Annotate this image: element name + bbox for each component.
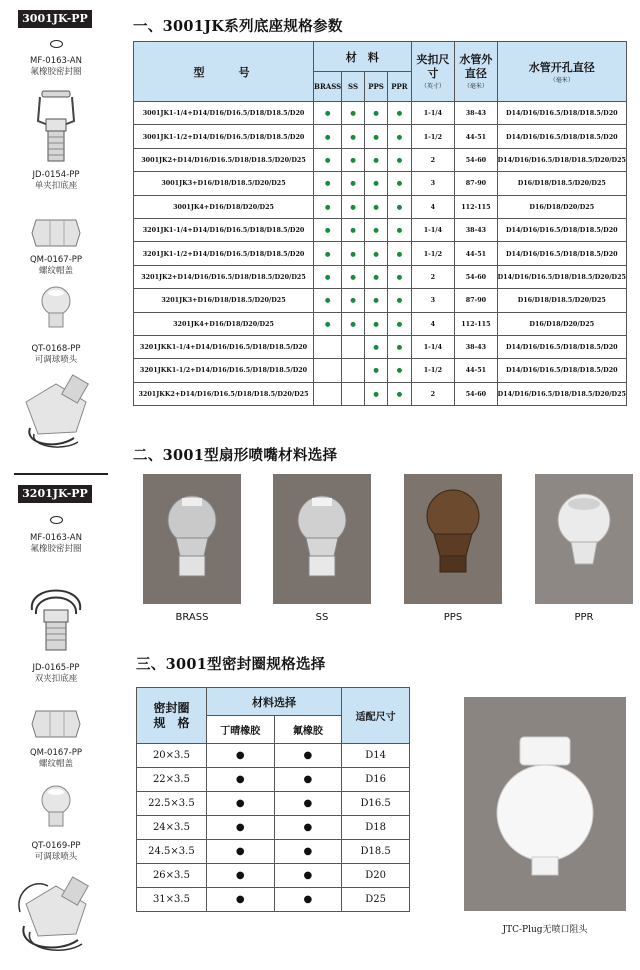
- cell-clamp: 1-1/2: [411, 242, 455, 265]
- cell-model: 3201JK3+D16/D18/D18.5/D20/D25: [134, 289, 314, 312]
- cell-brass: [314, 359, 342, 382]
- cell-spec: 24.5×3.5: [137, 840, 207, 864]
- cell-pipe: 87-90: [455, 289, 497, 312]
- photo-label-brass: BRASS: [175, 612, 209, 623]
- cell-hole: D16/D18/D18.5/D20/D25: [497, 289, 626, 312]
- cell-ppr: ●: [388, 242, 411, 265]
- cell-fkm: ●: [274, 864, 342, 888]
- cell-ppr: ●: [388, 265, 411, 288]
- double-clamp-base-icon: [28, 580, 84, 656]
- cell-fit: D16: [342, 768, 410, 792]
- cell-model: 3201JKK2+D14/D16/D16.5/D18/D18.5/D20/D25: [134, 382, 314, 405]
- cell-nbr: ●: [206, 816, 274, 840]
- cell-clamp: 1-1/4: [411, 335, 455, 358]
- header-hole-label: 水管开孔直径: [528, 61, 595, 74]
- table-row: [134, 312, 627, 335]
- header-clamp-label: 夹扣尺寸: [416, 53, 450, 80]
- table-row: [137, 816, 410, 840]
- part-code: MF-0163-AN: [30, 56, 82, 66]
- cell-pipe: 54-60: [455, 148, 497, 171]
- cell-ss: ●: [342, 218, 365, 241]
- brass-nozzle-icon: [143, 474, 241, 604]
- plug-label: JTC-Plug无喷口阻头: [502, 925, 588, 935]
- header-brass: BRASS: [314, 72, 342, 102]
- photo-label-ppr: PPR: [574, 612, 594, 623]
- cell-model: 3201JK1-1/4+D14/D16/D16.5/D18/D18.5/D20: [134, 218, 314, 241]
- cell-brass: ●: [314, 265, 342, 288]
- cell-ss: ●: [342, 172, 365, 195]
- header-pps: PPS: [364, 72, 387, 102]
- cell-hole: D14/D16/D16.5/D18/D18.5/D20: [497, 359, 626, 382]
- cell-nbr: ●: [206, 840, 274, 864]
- cell-clamp: 3: [411, 172, 455, 195]
- cell-pps: ●: [364, 125, 387, 148]
- ball-nozzle-icon: [38, 784, 74, 830]
- cell-clamp: 2: [411, 382, 455, 405]
- cell-spec: 22×3.5: [137, 768, 207, 792]
- header-model: 型 号: [134, 42, 314, 102]
- cell-pipe: 87-90: [455, 172, 497, 195]
- cell-clamp: 2: [411, 265, 455, 288]
- cell-pps: ●: [364, 359, 387, 382]
- cell-model: 3201JKK1-1/2+D14/D16/D16.5/D18/D18.5/D20: [134, 359, 314, 382]
- cell-fit: D14: [342, 744, 410, 768]
- header-ss: SS: [342, 72, 365, 102]
- cell-model: 3201JK2+D14/D16/D16.5/D18/D18.5/D20/D25: [134, 265, 314, 288]
- cell-model: 3201JK1-1/2+D14/D16/D16.5/D18/D18.5/D20: [134, 242, 314, 265]
- seal-spec-table: [136, 687, 410, 912]
- cell-ss: ●: [342, 242, 365, 265]
- cell-model: 3001JK3+D16/D18/D18.5/D20/D25: [134, 172, 314, 195]
- cell-model: 3201JK4+D16/D18/D20/D25: [134, 312, 314, 335]
- part-name: 可调球喷头: [34, 355, 78, 365]
- cell-pipe: 38-43: [455, 218, 497, 241]
- cell-pps: ●: [364, 148, 387, 171]
- ppr-nozzle-icon: [535, 474, 633, 604]
- header-clamp-unit: （英寸）: [420, 83, 445, 90]
- cell-brass: ●: [314, 312, 342, 335]
- cell-fkm: ●: [274, 816, 342, 840]
- photo-pps-nozzle: [404, 474, 502, 604]
- cell-ppr: ●: [388, 312, 411, 335]
- cell-pipe: 112-115: [455, 312, 497, 335]
- header-ppr: PPR: [388, 72, 411, 102]
- cell-ss: [342, 359, 365, 382]
- table-row: [134, 359, 627, 382]
- table-row: [134, 289, 627, 312]
- cell-pipe: 44-51: [455, 125, 497, 148]
- cell-spec: 31×3.5: [137, 888, 207, 912]
- seal-ring-icon: [50, 40, 63, 48]
- cell-pps: ●: [364, 195, 387, 218]
- cell-clamp: 1-1/2: [411, 359, 455, 382]
- part-name: 氟橡胶密封圈: [30, 67, 82, 77]
- photo-plug: [464, 697, 626, 911]
- cell-pipe: 54-60: [455, 265, 497, 288]
- header-pipe-label: 水管外直径: [459, 53, 493, 80]
- thread-cap-icon: [30, 707, 82, 741]
- cell-pipe: 44-51: [455, 242, 497, 265]
- cell-clamp: 1-1/4: [411, 218, 455, 241]
- cell-spec: 22.5×3.5: [137, 792, 207, 816]
- cell-nbr: ●: [206, 864, 274, 888]
- ss-nozzle-icon: [273, 474, 371, 604]
- part-name: 螺纹帽盖: [38, 266, 73, 276]
- cell-fit: D20: [342, 864, 410, 888]
- part-code: JD-0154-PP: [32, 170, 80, 180]
- section-title-2: 二、3001型扇形喷嘴材料选择: [133, 447, 338, 464]
- table-row: [134, 195, 627, 218]
- cell-hole: D14/D16/D16.5/D18/D18.5/D20/D25: [497, 382, 626, 405]
- cell-hole: D14/D16/D16.5/D18/D18.5/D20: [497, 218, 626, 241]
- cell-ppr: ●: [388, 195, 411, 218]
- header-clamp: [411, 42, 455, 102]
- cell-fit: D16.5: [342, 792, 410, 816]
- single-clamp-base-icon: [34, 89, 78, 167]
- cell-fit: D18.5: [342, 840, 410, 864]
- cell-ss: ●: [342, 125, 365, 148]
- photo-brass-nozzle: [143, 474, 241, 604]
- table-row: [134, 148, 627, 171]
- header-pipe-unit: （毫米）: [463, 83, 488, 90]
- cell-ss: ●: [342, 265, 365, 288]
- cell-model: 3001JK1-1/4+D14/D16/D16.5/D18/D18.5/D20: [134, 102, 314, 125]
- cell-pipe: 112-115: [455, 195, 497, 218]
- cell-brass: ●: [314, 242, 342, 265]
- cell-pipe: 44-51: [455, 359, 497, 382]
- series-badge-3001jk: 3001JK-PP: [18, 10, 92, 28]
- table-row: [137, 840, 410, 864]
- part-name: 氟橡胶密封圈: [30, 544, 82, 554]
- cell-hole: D14/D16/D16.5/D18/D18.5/D20/D25: [497, 148, 626, 171]
- nozzle-assembly-icon: [16, 372, 96, 452]
- cell-hole: D14/D16/D16.5/D18/D18.5/D20: [497, 335, 626, 358]
- cell-hole: D14/D16/D16.5/D18/D18.5/D20: [497, 125, 626, 148]
- header-seal-material: 材料选择: [206, 688, 341, 716]
- cell-ss: [342, 382, 365, 405]
- cell-pps: ●: [364, 335, 387, 358]
- table-row: [134, 382, 627, 405]
- cell-ss: ●: [342, 148, 365, 171]
- cell-ss: ●: [342, 289, 365, 312]
- part-code: QM-0167-PP: [29, 748, 83, 758]
- cell-ss: ●: [342, 102, 365, 125]
- part-name: 双夹扣底座: [34, 674, 78, 684]
- cell-pps: ●: [364, 172, 387, 195]
- header-seal-spec: 密封圈规 格: [137, 688, 207, 744]
- header-hole: [497, 42, 626, 102]
- sidebar: [0, 0, 112, 970]
- cell-model: 3001JK4+D16/D18/D20/D25: [134, 195, 314, 218]
- cell-fkm: ●: [274, 840, 342, 864]
- cell-fit: D18: [342, 816, 410, 840]
- cell-nbr: ●: [206, 768, 274, 792]
- cell-pps: ●: [364, 265, 387, 288]
- cell-hole: D16/D18/D20/D25: [497, 312, 626, 335]
- header-fkm: 氟橡胶: [274, 716, 342, 744]
- cell-nbr: ●: [206, 744, 274, 768]
- table-row: [137, 792, 410, 816]
- cell-fkm: ●: [274, 768, 342, 792]
- cell-brass: ●: [314, 125, 342, 148]
- cell-clamp: 4: [411, 312, 455, 335]
- table-row: [137, 744, 410, 768]
- cell-model: 3001JK2+D14/D16/D16.5/D18/D18.5/D20/D25: [134, 148, 314, 171]
- photo-ppr-nozzle: [535, 474, 633, 604]
- cell-brass: ●: [314, 218, 342, 241]
- table-row: [134, 335, 627, 358]
- part-code: MF-0163-AN: [30, 533, 82, 543]
- cell-clamp: 4: [411, 195, 455, 218]
- cell-fit: D25: [342, 888, 410, 912]
- header-material: 材 料: [314, 42, 412, 72]
- header-hole-unit: （毫米）: [549, 77, 574, 84]
- cell-model: 3201JKK1-1/4+D14/D16/D16.5/D18/D18.5/D20: [134, 335, 314, 358]
- photo-ss-nozzle: [273, 474, 371, 604]
- table-row: [137, 768, 410, 792]
- photo-label-ss: SS: [315, 612, 329, 623]
- cell-hole: D14/D16/D16.5/D18/D18.5/D20: [497, 102, 626, 125]
- part-name: 单夹扣底座: [34, 181, 78, 191]
- cell-pps: ●: [364, 312, 387, 335]
- cell-pps: ●: [364, 218, 387, 241]
- header-nbr: 丁晴橡胶: [206, 716, 274, 744]
- nozzle-assembly-icon: [14, 872, 98, 956]
- cell-fkm: ●: [274, 888, 342, 912]
- cell-ppr: ●: [388, 102, 411, 125]
- cell-spec: 20×3.5: [137, 744, 207, 768]
- cell-pipe: 38-43: [455, 102, 497, 125]
- cell-ppr: ●: [388, 148, 411, 171]
- cell-nbr: ●: [206, 792, 274, 816]
- table-row: [137, 864, 410, 888]
- ball-nozzle-icon: [38, 285, 74, 331]
- part-code: QT-0169-PP: [31, 841, 81, 851]
- part-name: 螺纹帽盖: [38, 759, 73, 769]
- cell-clamp: 1-1/4: [411, 102, 455, 125]
- cell-ss: ●: [342, 195, 365, 218]
- cell-model: 3001JK1-1/2+D14/D16/D16.5/D18/D18.5/D20: [134, 125, 314, 148]
- cell-nbr: ●: [206, 888, 274, 912]
- table-row: [134, 125, 627, 148]
- section-title-3: 三、3001型密封圈规格选择: [136, 656, 326, 673]
- cell-clamp: 1-1/2: [411, 125, 455, 148]
- cell-clamp: 2: [411, 148, 455, 171]
- section-title-1: 一、3001JK系列底座规格参数: [133, 18, 343, 35]
- cell-pps: ●: [364, 242, 387, 265]
- cell-hole: D16/D18/D20/D25: [497, 195, 626, 218]
- cell-ppr: ●: [388, 382, 411, 405]
- cell-spec: 24×3.5: [137, 816, 207, 840]
- cell-ppr: ●: [388, 218, 411, 241]
- table-row: [134, 242, 627, 265]
- header-seal-fit: 适配尺寸: [342, 688, 410, 744]
- cell-hole: D16/D18/D18.5/D20/D25: [497, 172, 626, 195]
- table-row: [137, 888, 410, 912]
- cell-clamp: 3: [411, 289, 455, 312]
- cell-ss: ●: [342, 312, 365, 335]
- cell-pps: ●: [364, 102, 387, 125]
- cell-pipe: 54-60: [455, 382, 497, 405]
- cell-brass: [314, 335, 342, 358]
- sidebar-divider: [14, 473, 108, 475]
- table-row: [134, 218, 627, 241]
- cell-ss: [342, 335, 365, 358]
- cell-ppr: ●: [388, 335, 411, 358]
- cell-brass: [314, 382, 342, 405]
- cell-fkm: ●: [274, 744, 342, 768]
- seal-ring-icon: [50, 516, 63, 524]
- plug-icon: [464, 697, 626, 911]
- thread-cap-icon: [30, 216, 82, 250]
- cell-brass: ●: [314, 289, 342, 312]
- header-pipe: [455, 42, 497, 102]
- cell-brass: ●: [314, 102, 342, 125]
- table-row: [134, 265, 627, 288]
- cell-brass: ●: [314, 195, 342, 218]
- part-code: QT-0168-PP: [31, 344, 81, 354]
- cell-hole: D14/D16/D16.5/D18/D18.5/D20/D25: [497, 265, 626, 288]
- cell-brass: ●: [314, 172, 342, 195]
- photo-label-pps: PPS: [443, 612, 463, 623]
- cell-hole: D14/D16/D16.5/D18/D18.5/D20: [497, 242, 626, 265]
- part-code: JD-0165-PP: [32, 663, 80, 673]
- part-code: QM-0167-PP: [29, 255, 83, 265]
- pps-nozzle-icon: [404, 474, 502, 604]
- cell-pps: ●: [364, 382, 387, 405]
- cell-ppr: ●: [388, 125, 411, 148]
- table-row: [134, 102, 627, 125]
- cell-ppr: ●: [388, 172, 411, 195]
- series-badge-3201jk: 3201JK-PP: [18, 485, 92, 503]
- cell-brass: ●: [314, 148, 342, 171]
- part-name: 可调球喷头: [34, 852, 78, 862]
- cell-pps: ●: [364, 289, 387, 312]
- cell-pipe: 38-43: [455, 335, 497, 358]
- cell-spec: 26×3.5: [137, 864, 207, 888]
- table-row: [134, 172, 627, 195]
- base-spec-table: [133, 41, 627, 406]
- cell-fkm: ●: [274, 792, 342, 816]
- cell-ppr: ●: [388, 289, 411, 312]
- cell-ppr: ●: [388, 359, 411, 382]
